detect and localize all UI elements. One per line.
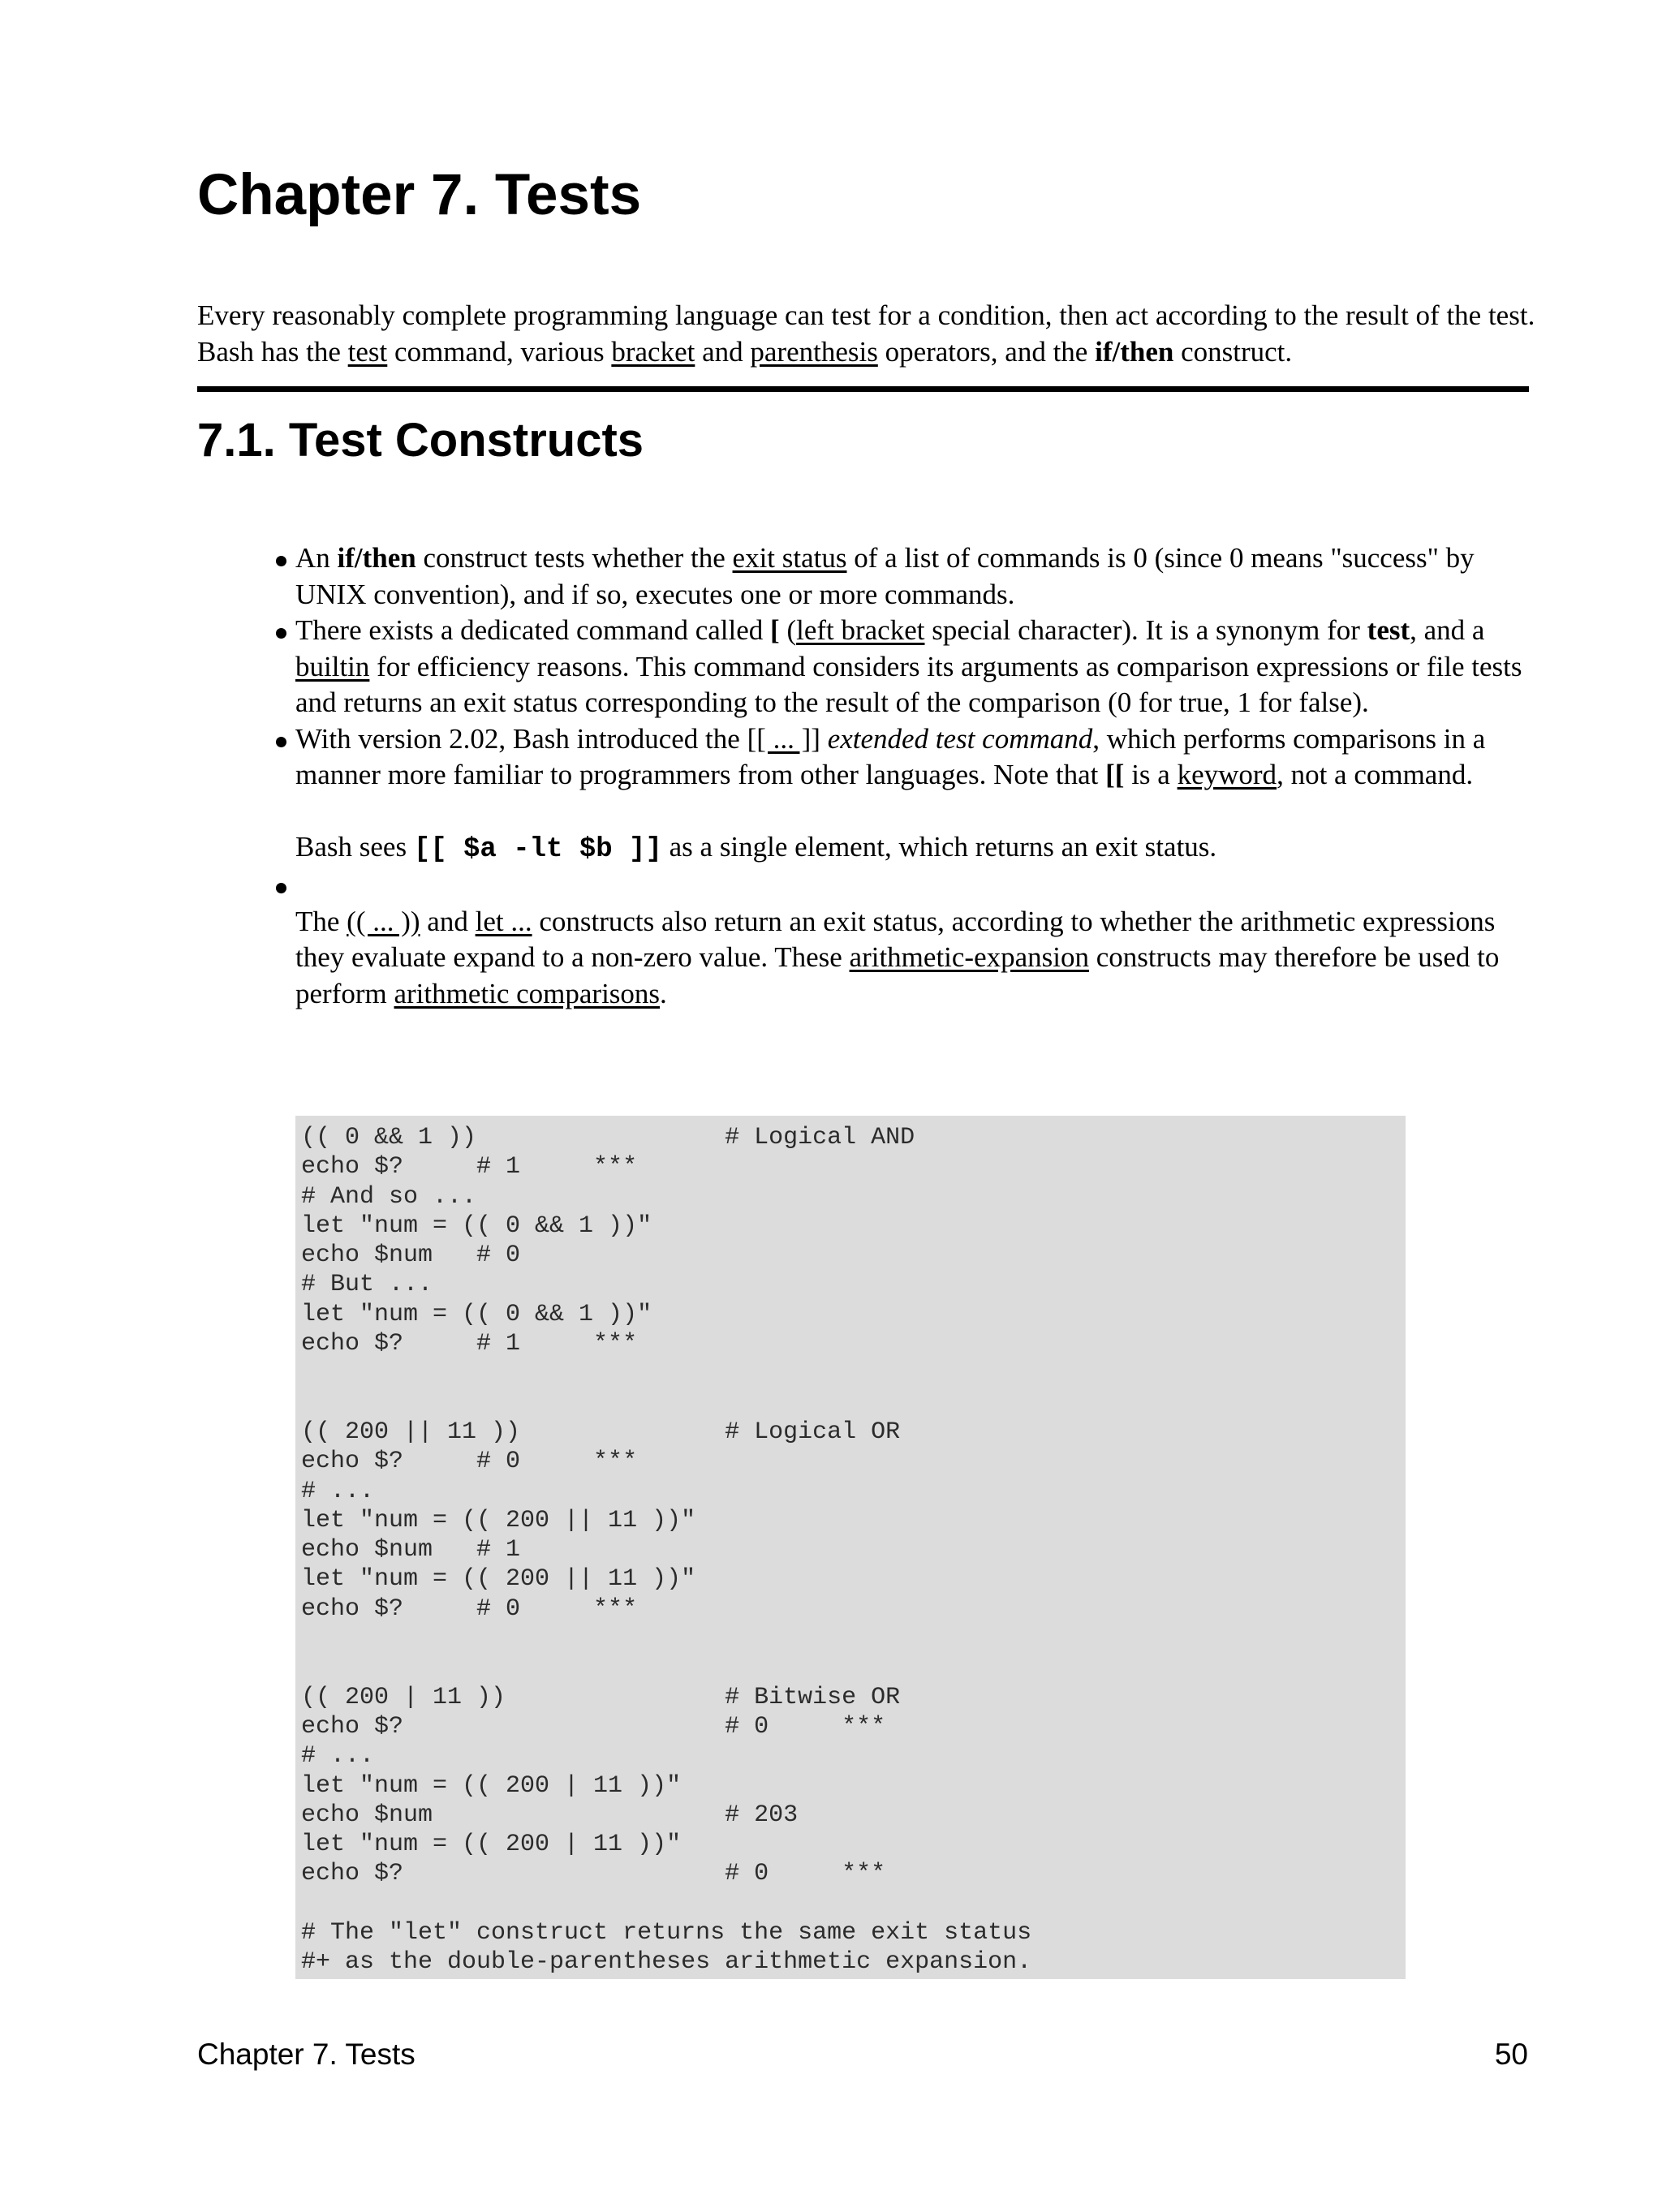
link-let[interactable]: let ... (475, 905, 532, 937)
bullet-text: special character). It is a synonym for (924, 614, 1367, 646)
bullet-text: for efficiency reasons. This command considers its arguments as comparison expressions or file tests and returns an exit status corresponding to the result of the comparison (0 for true, 1 for false). (295, 650, 1522, 718)
bold-bracket: [ (770, 614, 780, 646)
link-arithmetic-comparisons[interactable]: arithmetic comparisons (394, 977, 661, 1009)
list-item (197, 867, 1528, 1012)
bullet-text: and (420, 905, 476, 937)
link-builtin[interactable]: builtin (295, 650, 370, 682)
bold-test: test (1367, 614, 1410, 646)
footer-page-number: 50 (1494, 2038, 1528, 2071)
code-block (295, 1116, 1406, 1979)
footer-chapter-title: Chapter 7. Tests (197, 2038, 416, 2071)
bold-if-then: if/then (1095, 336, 1174, 368)
intro-text: and (695, 336, 751, 368)
bullet-text: of a list of commands is 0 (since 0 means "success" by UNIX convention), and if so, executes one or more commands. (295, 542, 1475, 610)
bullet-text: The (295, 905, 347, 937)
link-parenthesis[interactable]: parenthesis (750, 336, 878, 368)
link-double-parentheses[interactable]: (( ... )) (347, 905, 420, 937)
bullet-text: , which performs comparisons in a manner more familiar to programmers from other languages. Note that (295, 722, 1486, 790)
intro-paragraph (197, 297, 1536, 370)
list-item (197, 721, 1528, 868)
link-keyword[interactable]: keyword (1177, 759, 1277, 790)
bullet-list (197, 540, 1528, 1012)
italic-term: extended test command (827, 722, 1093, 755)
intro-text: Every reasonably complete programming language can test for a condition, then act according to the result of the test. Bash has the (197, 299, 1535, 368)
section-divider (197, 386, 1529, 392)
bullet-text: ( (779, 614, 797, 646)
bullet-text: constructs also return an exit status, according to whether the arithmetic expressions they evaluate expand to a non-zero value. These (295, 905, 1496, 973)
bullet-icon (276, 737, 286, 747)
bullet-text: Bash sees (295, 830, 414, 863)
bullet-text: With version 2.02, Bash introduced the (295, 722, 747, 755)
intro-text: command, various (387, 336, 612, 368)
bullet-text: , not a command. (1277, 759, 1474, 790)
bullet-text: . (660, 977, 667, 1009)
bullet-icon (276, 883, 286, 893)
bullet-text: is a (1124, 759, 1178, 790)
bullet-text: , and a (1410, 614, 1485, 646)
intro-text: construct. (1173, 336, 1293, 368)
section-title: 7.1. Test Constructs (197, 414, 644, 467)
link-exit-status[interactable]: exit status (732, 542, 847, 574)
bullet-text: constructs may therefore be used to perform (295, 941, 1500, 1009)
link-test[interactable]: test (347, 336, 388, 368)
link-bracket[interactable]: bracket (611, 336, 695, 368)
list-item (197, 540, 1528, 613)
bullet-icon (276, 628, 286, 639)
chapter-title: Chapter 7. Tests (197, 163, 642, 227)
bullet-text (820, 723, 828, 755)
intro-text: operators, and the (877, 336, 1096, 368)
inline-code: [[ $a -lt $b ]] (413, 833, 662, 865)
code-listing: (( 0 && 1 )) # Logical AND echo $? # 1 *** # And so ... let "num = (( 0 && 1 ))" echo $num # 0 # But ... let "num = (( 0 && 1 ))" echo $? # 1 *** (( 200 || 11 )) # Logical OR echo $? # 0 *** # ... let "num = (( 200 || 11 ))" echo $num # 1 let "num = (( 200 || 11 ))" echo $? # 0 *** (( 200 | 11 )) # Bitwise OR echo $? # 0 *** # ... let "num = (( 200 | 11 ))" echo $num # 203 let "num = (( 200 | 11 ))" echo $? # 0 *** # The "let" construct returns the same exit status #+ as the double-parentheses arithmetic expansion. (301, 1124, 1032, 1977)
bullet-text: as a single element, which returns an exit status. (661, 830, 1217, 863)
bold-double-bracket: [[ (1105, 759, 1125, 790)
link-arithmetic-expansion[interactable]: arithmetic-expansion (849, 941, 1089, 973)
link-double-bracket[interactable]: [[ ... ]] (747, 722, 820, 755)
bullet-text: construct tests whether the (416, 542, 733, 574)
link-left-bracket[interactable]: left bracket (796, 614, 925, 646)
bullet-text: There exists a dedicated command called (295, 614, 771, 646)
bullet-text: An (295, 542, 338, 574)
bullet-icon (276, 556, 286, 566)
list-item (197, 613, 1528, 721)
bold-if-then: if/then (337, 542, 416, 574)
